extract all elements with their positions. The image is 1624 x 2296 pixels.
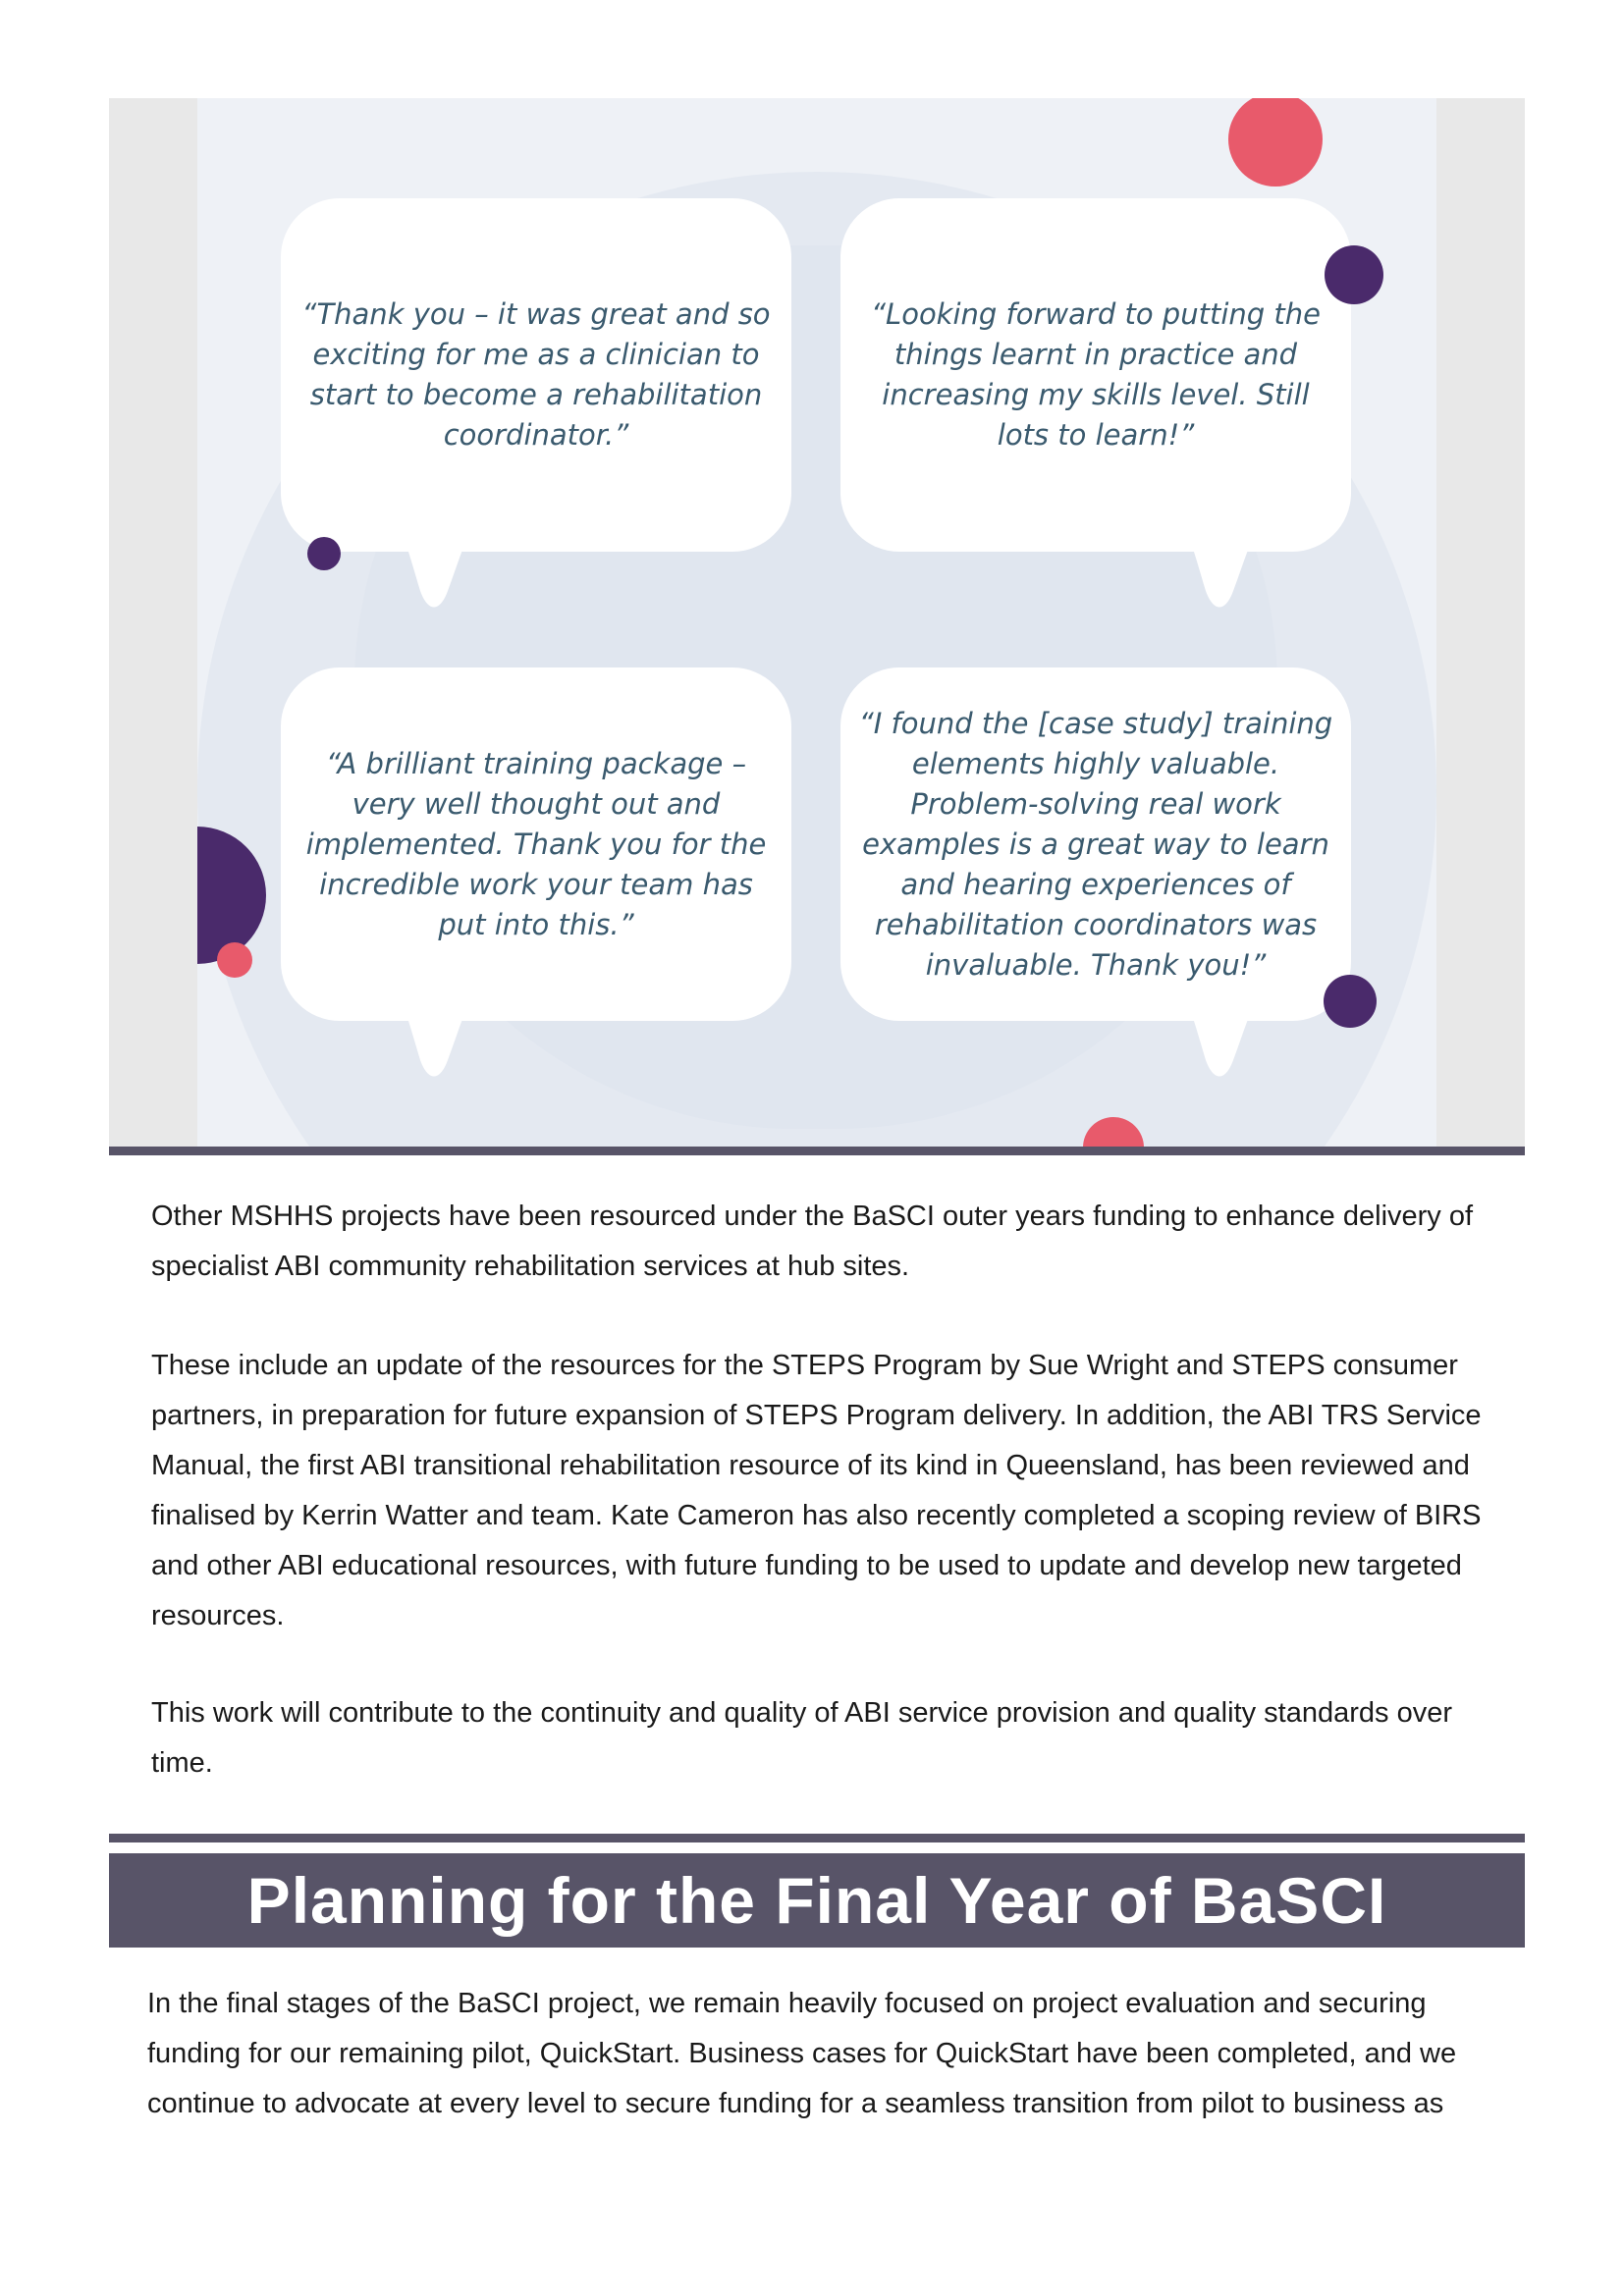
testimonial-bubble-2 <box>840 198 1351 552</box>
body-paragraph-2: These include an update of the resources for the STEPS Program by Sue Wright and STEPS consumer partners, in preparation for future expansion of STEPS Program delivery. In addition, the ABI TRS Service Manual, the first ABI transitional rehabilitation resource of its kind in Queensland, has been reviewed and finalised by Kerrin Watter and team. Kate Cameron has also recently completed a scoping review of BIRS and other ABI educational resources, with future funding to be used to update and develop new targeted resources. <box>151 1350 1482 1631</box>
testimonial-quote-3: “A brilliant training package – very well thought out and implemented. Thank you for the incredible work your team has put into this.” <box>305 746 767 941</box>
speech-tail-icon <box>379 493 497 615</box>
section-heading-banner <box>109 1853 1525 1948</box>
testimonials-graphic <box>109 98 1525 1147</box>
decorative-red-dot <box>1228 98 1323 187</box>
body-paragraph-1: Other MSHHS projects have been resourced under the BaSCI outer years funding to enhance delivery of specialist ABI community rehabilitation services at hub sites. <box>151 1201 1474 1282</box>
section-heading: Planning for the Final Year of BaSCI <box>246 1864 1387 1937</box>
testimonial-bubble-4 <box>840 667 1351 1021</box>
divider <box>109 1834 1525 1842</box>
testimonials-background <box>197 98 1436 1147</box>
decorative-red-dot <box>217 942 252 978</box>
testimonial-quote-1: “Thank you – it was great and so exciting for me as a clinician to start to become a rehabilitation coordinator.” <box>301 297 771 452</box>
testimonial-bubble-3 <box>281 667 791 1021</box>
testimonial-quote-4: “I found the [case study] training elements highly valuable. Problem-solving real work examples is a great way to learn and hearing experiences of rehabilitation coordinators was invaluable. Thank you!” <box>858 706 1333 982</box>
testimonial-bubble-1 <box>281 198 791 552</box>
speech-tail-icon <box>1164 493 1282 615</box>
testimonial-quote-2: “Looking forward to putting the things learnt in practice and increasing my skills level. Still lots to learn!” <box>871 297 1321 452</box>
decorative-purple-dot <box>307 537 341 570</box>
divider <box>109 1147 1525 1155</box>
body-paragraph-3: This work will contribute to the continuity and quality of ABI service provision and quality standards over time. <box>151 1697 1453 1779</box>
speech-tail-icon <box>379 962 497 1085</box>
section-paragraph: In the final stages of the BaSCI project, we remain heavily focused on project evaluation and securing funding for our remaining pilot, QuickStart. Business cases for QuickStart have been completed, and we continue to advocate at every level to secure funding for a seamless transition from pilot to business as <box>147 1988 1457 2119</box>
